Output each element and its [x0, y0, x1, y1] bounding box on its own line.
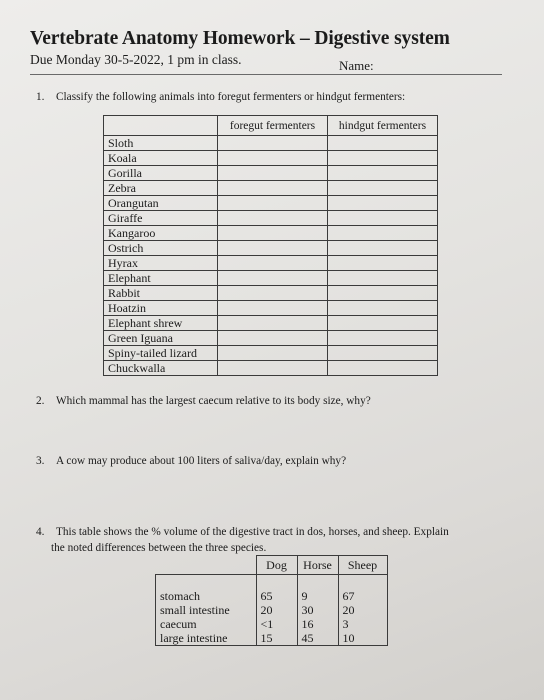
- animal-name: Rabbit: [104, 286, 218, 301]
- question-number: 1.: [36, 91, 45, 103]
- sheep-value: 67: [338, 589, 387, 603]
- table-row: [104, 136, 438, 151]
- question-3: [36, 455, 346, 467]
- table-row: [156, 589, 388, 603]
- spacer-row: [156, 575, 388, 590]
- hindgut-answer-cell[interactable]: [328, 226, 438, 241]
- dog-value: <1: [256, 617, 297, 631]
- animal-rows: [104, 136, 438, 376]
- header-sheep: Sheep: [338, 556, 387, 575]
- question-text: Classify the following animals into foregut fermenters or hindgut fermenters:: [56, 91, 406, 103]
- table-row: [104, 241, 438, 256]
- animal-name: Zebra: [104, 181, 218, 196]
- organ-label: large intestine: [156, 631, 257, 646]
- question-number: 4.: [36, 526, 45, 538]
- foregut-answer-cell[interactable]: [218, 151, 328, 166]
- table-row: [104, 181, 438, 196]
- header-foregut: foregut fermenters: [218, 116, 328, 136]
- table-row: [104, 361, 438, 376]
- hindgut-answer-cell[interactable]: [328, 166, 438, 181]
- table-row: [104, 196, 438, 211]
- animal-name: Kangaroo: [104, 226, 218, 241]
- animal-name: Orangutan: [104, 196, 218, 211]
- hindgut-answer-cell[interactable]: [328, 211, 438, 226]
- hindgut-answer-cell[interactable]: [328, 151, 438, 166]
- foregut-answer-cell[interactable]: [218, 196, 328, 211]
- table-row: [104, 286, 438, 301]
- volume-table: [155, 555, 388, 646]
- table-row: [104, 271, 438, 286]
- table-row: [104, 226, 438, 241]
- dog-value: 15: [256, 631, 297, 646]
- animal-name: Elephant: [104, 271, 218, 286]
- table-row: [104, 256, 438, 271]
- question-2: [36, 395, 371, 407]
- header-dog: Dog: [256, 556, 297, 575]
- table-row: [156, 617, 388, 631]
- hindgut-answer-cell[interactable]: [328, 196, 438, 211]
- table-row: [104, 211, 438, 226]
- table-row: [104, 151, 438, 166]
- hindgut-answer-cell[interactable]: [328, 136, 438, 151]
- foregut-answer-cell[interactable]: [218, 346, 328, 361]
- animal-name: Chuckwalla: [104, 361, 218, 376]
- hindgut-answer-cell[interactable]: [328, 301, 438, 316]
- header-cell-empty: [104, 116, 218, 136]
- hindgut-answer-cell[interactable]: [328, 286, 438, 301]
- classification-table: [103, 115, 438, 376]
- animal-name: Green Iguana: [104, 331, 218, 346]
- animal-name: Spiny-tailed lizard: [104, 346, 218, 361]
- foregut-answer-cell[interactable]: [218, 181, 328, 196]
- table-row: [156, 603, 388, 617]
- foregut-answer-cell[interactable]: [218, 226, 328, 241]
- organ-label: small intestine: [156, 603, 257, 617]
- foregut-answer-cell[interactable]: [218, 271, 328, 286]
- question-number: 2.: [36, 395, 45, 407]
- foregut-answer-cell[interactable]: [218, 301, 328, 316]
- foregut-answer-cell[interactable]: [218, 256, 328, 271]
- hindgut-answer-cell[interactable]: [328, 331, 438, 346]
- foregut-answer-cell[interactable]: [218, 241, 328, 256]
- table-row: [104, 301, 438, 316]
- hindgut-answer-cell[interactable]: [328, 316, 438, 331]
- hindgut-answer-cell[interactable]: [328, 256, 438, 271]
- hindgut-answer-cell[interactable]: [328, 271, 438, 286]
- organ-label: caecum: [156, 617, 257, 631]
- question-text: Which mammal has the largest caecum relative to its body size, why?: [56, 395, 371, 407]
- horse-value: 30: [297, 603, 338, 617]
- animal-name: Giraffe: [104, 211, 218, 226]
- volume-rows: [156, 575, 388, 646]
- table-row: [104, 331, 438, 346]
- dog-value: 20: [256, 603, 297, 617]
- animal-name: Elephant shrew: [104, 316, 218, 331]
- sheep-value: 10: [338, 631, 387, 646]
- header-cell-empty: [156, 556, 257, 575]
- foregut-answer-cell[interactable]: [218, 136, 328, 151]
- foregut-answer-cell[interactable]: [218, 361, 328, 376]
- table-row: [104, 316, 438, 331]
- hindgut-answer-cell[interactable]: [328, 361, 438, 376]
- animal-name: Hoatzin: [104, 301, 218, 316]
- table-row: [156, 631, 388, 646]
- question-1: [36, 91, 405, 103]
- animal-name: Hyrax: [104, 256, 218, 271]
- question-text: This table shows the % volume of the digestive tract in dos, horses, and sheep. Explain: [56, 526, 449, 538]
- foregut-answer-cell[interactable]: [218, 166, 328, 181]
- foregut-answer-cell[interactable]: [218, 331, 328, 346]
- animal-name: Sloth: [104, 136, 218, 151]
- foregut-answer-cell[interactable]: [218, 211, 328, 226]
- hindgut-answer-cell[interactable]: [328, 346, 438, 361]
- header-hindgut: hindgut fermenters: [328, 116, 438, 136]
- dog-value: 65: [256, 589, 297, 603]
- question-text: A cow may produce about 100 liters of saliva/day, explain why?: [56, 455, 347, 467]
- sheep-value: 3: [338, 617, 387, 631]
- foregut-answer-cell[interactable]: [218, 316, 328, 331]
- animal-name: Ostrich: [104, 241, 218, 256]
- organ-label: stomach: [156, 589, 257, 603]
- animal-name: Gorilla: [104, 166, 218, 181]
- table-header-row: [156, 556, 388, 575]
- animal-name: Koala: [104, 151, 218, 166]
- question-4: [36, 526, 449, 538]
- question-number: 3.: [36, 455, 45, 467]
- header-rule: [30, 74, 502, 75]
- horse-value: 9: [297, 589, 338, 603]
- horse-value: 45: [297, 631, 338, 646]
- table-header-row: [104, 116, 438, 136]
- foregut-answer-cell[interactable]: [218, 286, 328, 301]
- hindgut-answer-cell[interactable]: [328, 181, 438, 196]
- hindgut-answer-cell[interactable]: [328, 241, 438, 256]
- page-title: Vertebrate Anatomy Homework – Digestive system: [30, 28, 450, 49]
- table-row: [104, 346, 438, 361]
- table-row: [104, 166, 438, 181]
- horse-value: 16: [297, 617, 338, 631]
- question-4-continued: the noted differences between the three species.: [51, 542, 267, 554]
- sheep-value: 20: [338, 603, 387, 617]
- header-horse: Horse: [297, 556, 338, 575]
- due-date: Due Monday 30-5-2022, 1 pm in class.: [30, 52, 242, 67]
- name-label: Name:: [339, 58, 374, 73]
